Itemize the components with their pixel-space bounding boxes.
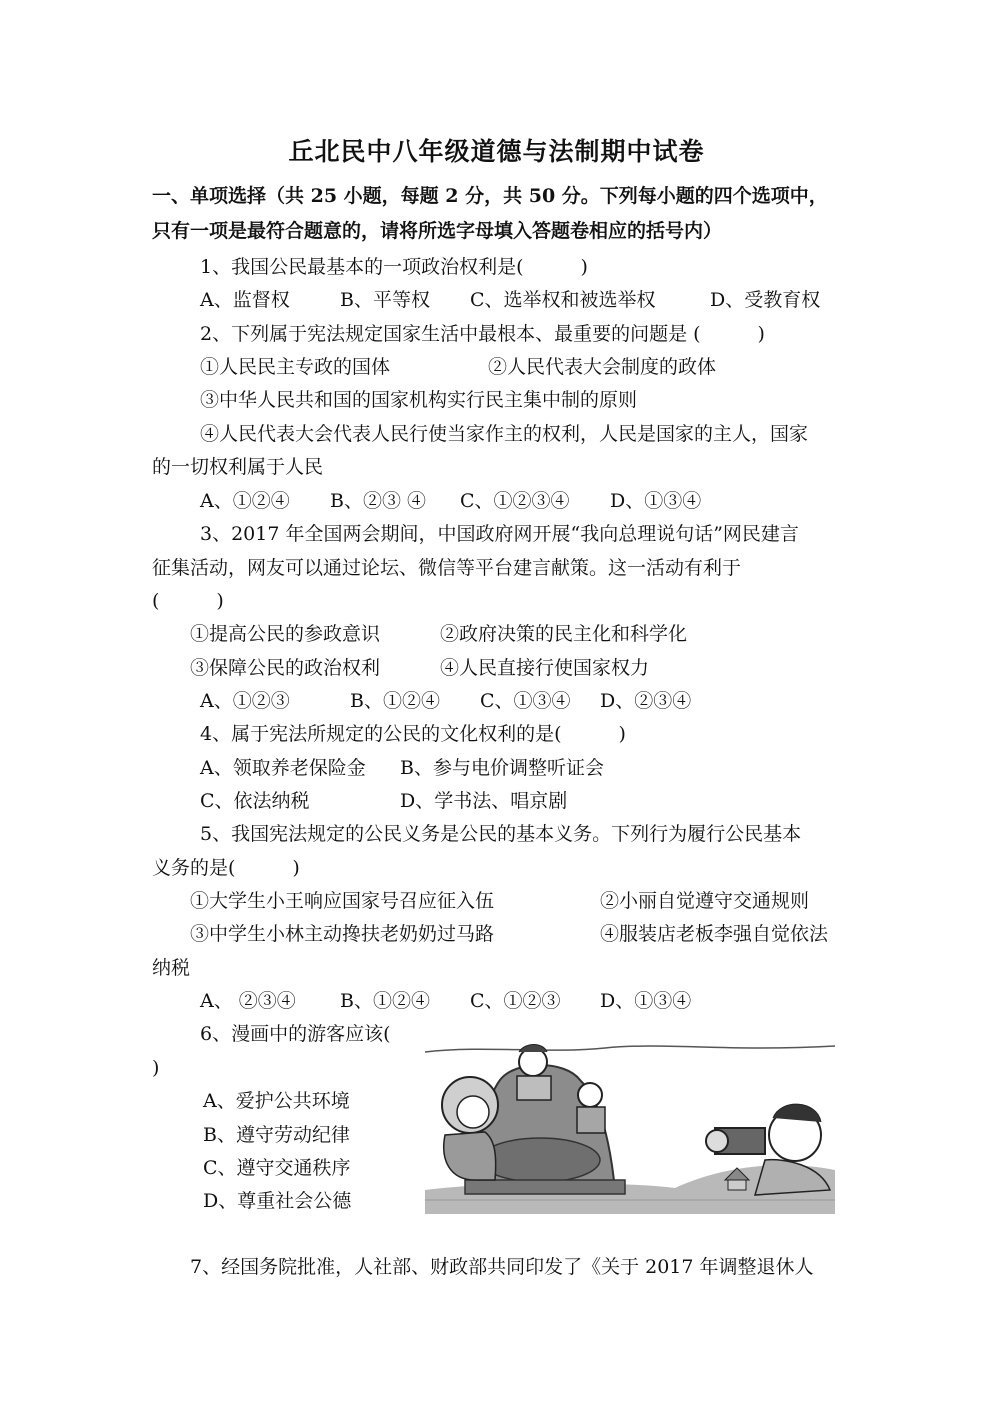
q5-stem-line-1: 5、我国宪法规定的公民义务是公民的基本义务。下列行为履行公民基本 (200, 823, 802, 845)
q4-option-d: D、学书法、唱京剧 (400, 790, 568, 812)
q3-item-2: ②政府决策的民主化和科学化 (440, 623, 688, 645)
q2-item-4-cont: 的一切权利属于人民 (152, 456, 324, 478)
q5-item-3: ③中学生小林主动搀扶老奶奶过马路 (190, 923, 495, 945)
q6-option-d: D、尊重社会公德 (203, 1190, 352, 1212)
q1-option-d: D、受教育权 (710, 289, 821, 311)
q2-item-4: ④人民代表大会代表人民行使当家作主的权利，人民是国家的主人，国家 (200, 423, 809, 445)
q3-stem-line-2: 征集活动，网友可以通过论坛、微信等平台建言献策。这一活动有利于 (152, 557, 742, 579)
q2-option-c: C、①②③④ (460, 490, 570, 512)
q5-item-2: ②小丽自觉遵守交通规则 (600, 890, 810, 912)
q5-option-b: B、①②④ (340, 990, 430, 1012)
q7-stem: 7、经国务院批准，人社部、财政部共同印发了《关于 2017 年调整退休人 (190, 1256, 814, 1278)
q1-stem: 1、我国公民最基本的一项政治权利是( ) (200, 256, 588, 278)
q6-option-c: C、遵守交通秩序 (203, 1157, 351, 1179)
q2-option-a: A、①②④ (200, 490, 290, 512)
q6-option-a: A、爱护公共环境 (203, 1090, 350, 1112)
q6-stem-end: ) (152, 1057, 160, 1079)
q3-option-c: C、①③④ (480, 690, 571, 712)
q3-option-d: D、②③④ (600, 690, 692, 712)
page-title: 丘北民中八年级道德与法制期中试卷 (288, 137, 705, 166)
q2-item-1: ①人民民主专政的国体 (200, 356, 391, 378)
q1-option-a: A、监督权 (200, 289, 290, 311)
q4-option-b: B、参与电价调整听证会 (400, 757, 604, 779)
section-heading-line-1: 一、单项选择（共 25 小题，每题 2 分，共 50 分。下列每小题的四个选项中， (152, 185, 828, 207)
q3-stem-line-3: ( ) (152, 590, 224, 612)
q5-option-a: A、 ②③④ (200, 990, 296, 1012)
q3-item-3: ③保障公民的政治权利 (190, 657, 381, 679)
q3-item-1: ①提高公民的参政意识 (190, 623, 381, 645)
q6-option-b: B、遵守劳动纪律 (203, 1124, 350, 1146)
q5-item-4: ④服装店老板李强自觉依法 (600, 923, 829, 945)
q3-stem-line-1: 3、2017 年全国两会期间，中国政府网开展“我向总理说句话”网民建言 (200, 523, 799, 545)
q2-item-2: ②人民代表大会制度的政体 (488, 356, 717, 378)
q5-option-d: D、①③④ (600, 990, 692, 1012)
cartoon-illustration (425, 1040, 835, 1214)
q5-item-4-cont: 纳税 (152, 957, 191, 979)
q2-item-3: ③中华人民共和国的国家机构实行民主集中制的原则 (200, 389, 638, 411)
q2-stem: 2、下列属于宪法规定国家生活中最根本、最重要的问题是 ( ) (200, 323, 765, 345)
q4-option-a: A、领取养老保险金 (200, 757, 366, 779)
q5-stem-line-2: 义务的是( ) (152, 857, 300, 879)
q5-item-1: ①大学生小王响应国家号召应征入伍 (190, 890, 495, 912)
q2-option-b: B、②③ ④ (330, 490, 427, 512)
q3-option-a: A、①②③ (200, 690, 290, 712)
section-heading-line-2: 只有一项是最符合题意的，请将所选字母填入答题卷相应的括号内） (152, 220, 723, 242)
q3-option-b: B、①②④ (350, 690, 440, 712)
q5-option-c: C、①②③ (470, 990, 561, 1012)
q6-stem: 6、漫画中的游客应该( (200, 1023, 391, 1045)
q2-option-d: D、①③④ (610, 490, 702, 512)
q1-option-c: C、选举权和被选举权 (470, 289, 656, 311)
q3-item-4: ④人民直接行使国家权力 (440, 657, 650, 679)
q4-option-c: C、依法纳税 (200, 790, 310, 812)
q1-option-b: B、平等权 (340, 289, 430, 311)
q4-stem: 4、属于宪法所规定的公民的文化权利的是( ) (200, 723, 626, 745)
